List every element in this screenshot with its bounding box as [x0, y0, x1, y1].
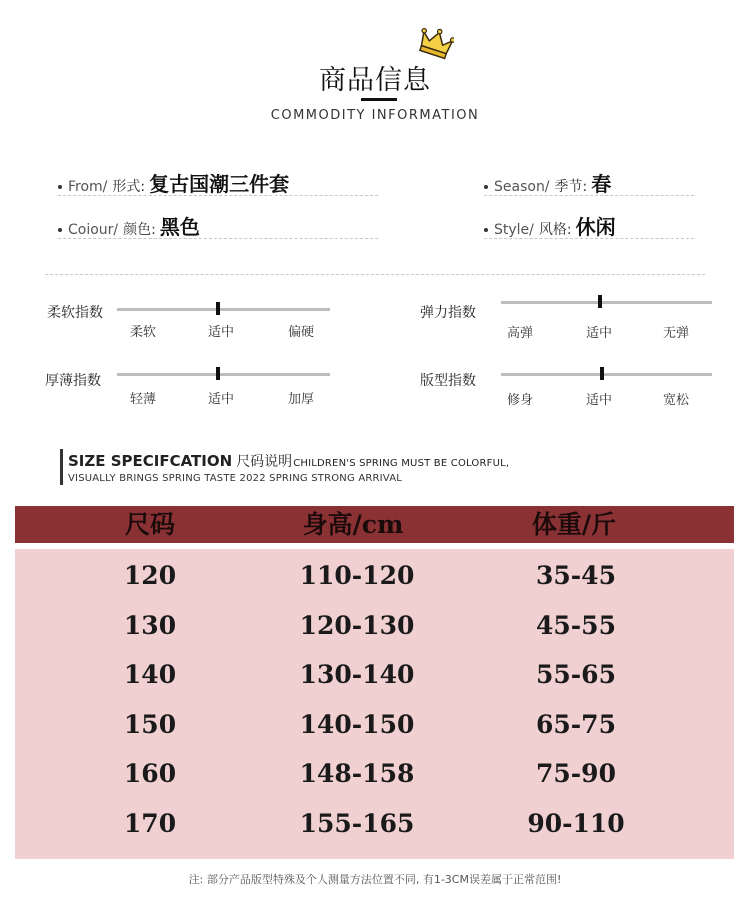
weight-cell: 35-45	[536, 561, 616, 590]
softness-label: 柔软指数	[47, 305, 103, 321]
thickness-track	[117, 373, 330, 376]
thickness-label: 厚薄指数	[45, 373, 101, 389]
weight-cell: 55-65	[536, 660, 616, 690]
weight-cell: 45-55	[536, 610, 616, 640]
elasticity-option: 无弹	[662, 326, 690, 341]
size-cell: 120	[123, 561, 177, 590]
elasticity-marker	[598, 295, 602, 308]
fit-label: 版型指数	[420, 373, 476, 389]
column-header-weight: 体重/斤	[531, 510, 617, 539]
bullet-icon	[58, 185, 62, 189]
elasticity-option: 适中	[585, 326, 613, 341]
bullet-icon	[58, 228, 62, 232]
size-cell: 140	[123, 660, 177, 690]
column-header-size: 尺码	[124, 510, 176, 539]
divider	[58, 195, 378, 196]
info-style: Style/ 风格: 休闲	[484, 211, 616, 240]
height-cell: 130-140	[299, 660, 415, 690]
section-divider	[45, 274, 705, 275]
height-cell: 148-158	[299, 759, 415, 789]
softness-option: 适中	[207, 325, 235, 340]
footnote: 注: 部分产品版型特殊及个人测量方法位置不同, 有1-3CM误差属于正常范围!	[188, 873, 562, 886]
height-cell: 140-150	[299, 709, 415, 739]
thickness-option: 轻薄	[129, 392, 157, 407]
size-cell: 170	[123, 809, 177, 838]
crown-icon	[418, 26, 454, 64]
height-cell: 120-130	[299, 610, 415, 640]
weight-cell: 65-75	[536, 709, 616, 739]
thickness-marker	[216, 367, 220, 380]
elasticity-option: 高弹	[506, 326, 534, 341]
fit-option: 宽松	[662, 393, 690, 408]
size-cell: 160	[123, 759, 177, 789]
divider	[484, 195, 694, 196]
softness-marker	[216, 302, 220, 315]
softness-track	[117, 308, 330, 311]
elasticity-label: 弹力指数	[420, 305, 476, 321]
divider	[484, 238, 694, 239]
size-spec-subline: VISUALLY BRINGS SPRING TASTE 2022 SPRING STRONG ARRIVAL	[68, 473, 403, 484]
size-spec-heading: SIZE SPECIFCATION 尺码说明CHILDREN'S SPRING MUST BE COLORFUL,	[68, 452, 510, 470]
fit-track	[501, 373, 712, 376]
bullet-icon	[484, 185, 488, 189]
divider	[58, 238, 378, 239]
title-divider	[361, 98, 397, 101]
page-title: 商品信息	[319, 65, 431, 96]
weight-cell: 90-110	[527, 809, 625, 838]
fit-marker	[600, 367, 604, 380]
size-cell: 130	[123, 610, 177, 640]
height-cell: 155-165	[299, 809, 415, 838]
thickness-option: 加厚	[287, 392, 315, 407]
column-header-height: 身高/cm	[302, 510, 404, 539]
fit-option: 修身	[506, 393, 534, 408]
info-form: From/ 形式: 复古国潮三件套	[58, 168, 289, 197]
height-cell: 110-120	[299, 561, 415, 590]
spec-accent-bar	[60, 449, 63, 485]
weight-cell: 75-90	[536, 759, 616, 789]
fit-option: 适中	[585, 393, 613, 408]
bullet-icon	[484, 228, 488, 232]
size-cell: 150	[123, 709, 177, 739]
info-colour: Coiour/ 颜色: 黑色	[58, 211, 200, 240]
info-season: Season/ 季节: 春	[484, 168, 611, 197]
elasticity-track	[501, 301, 712, 304]
softness-option: 偏硬	[287, 325, 315, 340]
page-subtitle: COMMODITY INFORMATION	[270, 108, 480, 123]
thickness-option: 适中	[207, 392, 235, 407]
softness-option: 柔软	[129, 325, 157, 340]
